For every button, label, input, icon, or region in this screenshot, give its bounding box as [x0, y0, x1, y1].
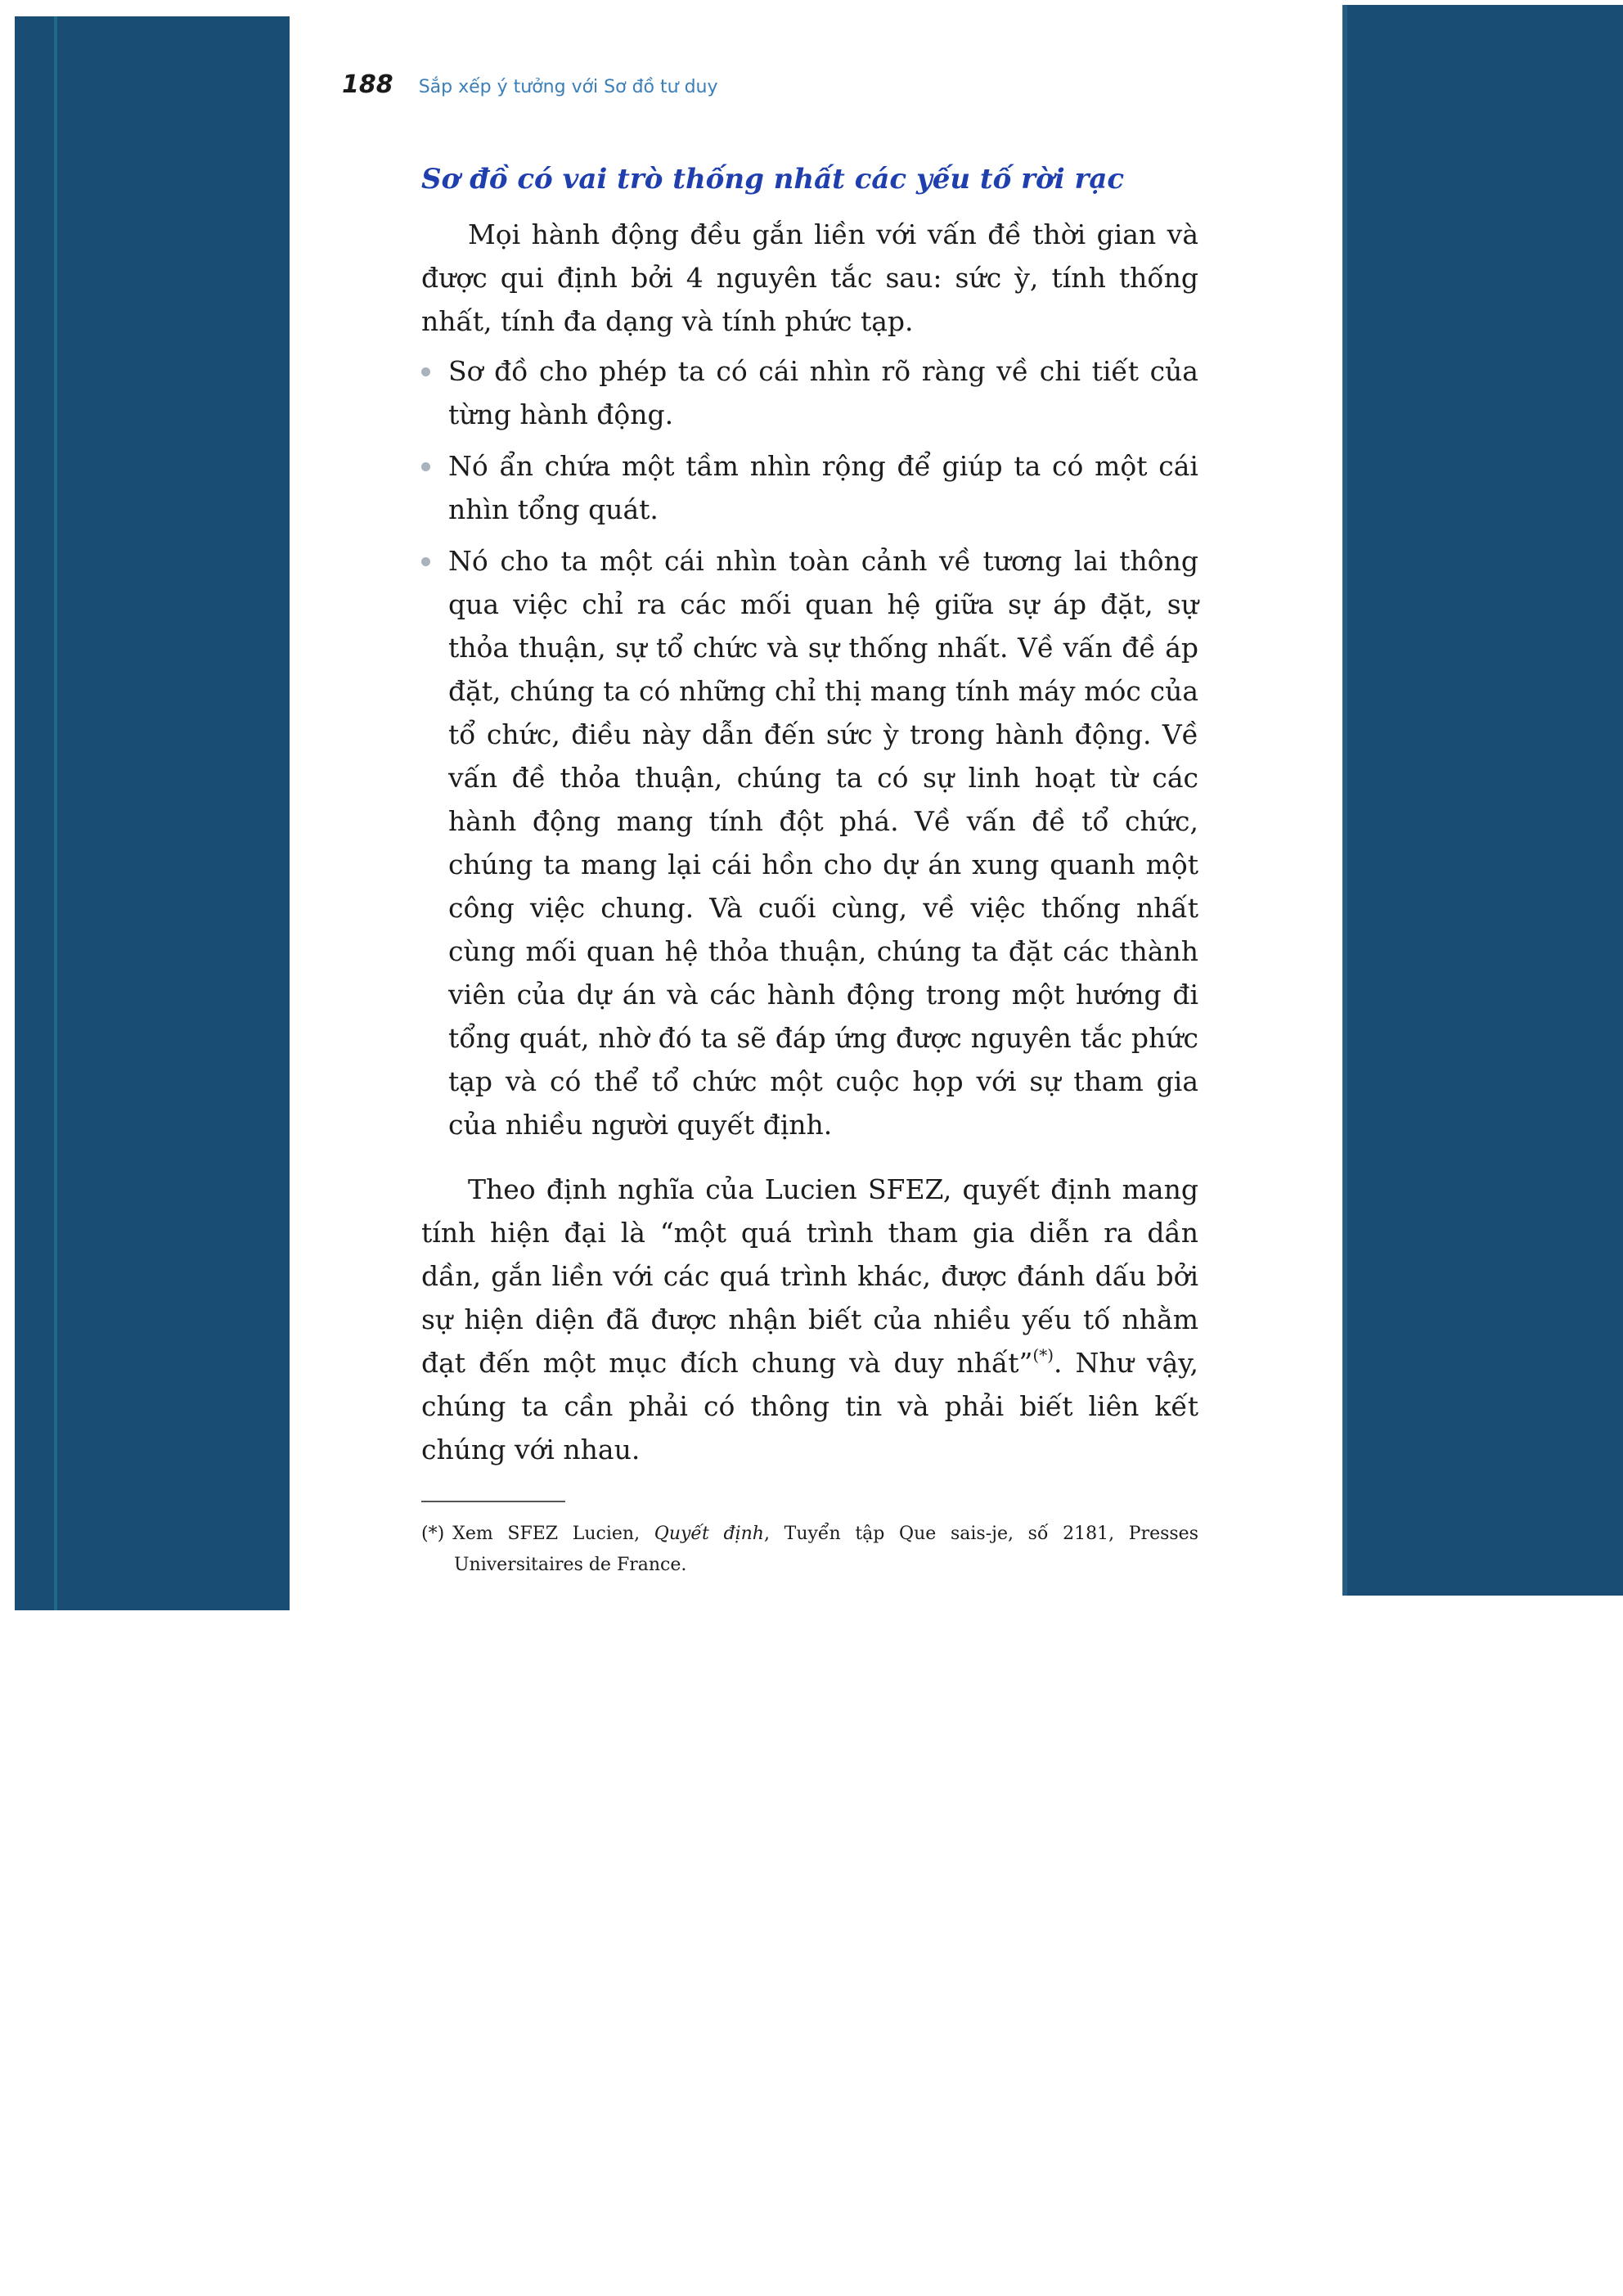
- intro-paragraph: Mọi hành động đều gắn liền với vấn đề thời gian và được qui định bởi 4 nguyên tắc sau: sức ỳ, tính thống nhất, tính đa dạng và tính phức tạp.: [421, 218, 1198, 337]
- right-scan-band: [1342, 5, 1623, 1596]
- bullet-item: [421, 539, 1198, 1146]
- running-title: Sắp xếp ý tưởng với Sơ đồ tư duy: [418, 77, 718, 97]
- footnote-text: Xem SFEZ Lucien,: [452, 1523, 654, 1544]
- definition-paragraph: [421, 1168, 1198, 1471]
- bullet-text: Nó cho ta một cái nhìn toàn cảnh về tương lai thông qua việc chỉ ra các mối quan hệ giữa sự áp đặt, sự thỏa thuận, sự tổ chức và sự thống nhất. Về vấn đề áp đặt, chúng ta có những chỉ thị mang tính máy móc của tổ chức, điều này dẫn đến sức ỳ trong hành động. Về vấn đề thỏa thuận, chúng ta có sự linh hoạt từ các hành động mang tính đột phá. Về vấn đề tổ chức, chúng ta mang lại cái hồn cho dự án xung quanh một công việc chung. Và cuối cùng, về việc thống nhất cùng mối quan hệ thỏa thuận, chúng ta đặt các thành viên của dự án và các hành động trong một hướng đi tổng quát, nhờ đó ta sẽ đáp ứng được nguyên tắc phức tạp và có thể tổ chức một cuộc họp với sự tham gia của nhiều người quyết định.: [448, 544, 1198, 1141]
- bullet-dot-icon: [421, 462, 430, 471]
- bullet-text: Sơ đồ cho phép ta có cái nhìn rõ ràng về chi tiết của từng hành động.: [448, 354, 1198, 430]
- footnote-marker: (*): [421, 1523, 445, 1544]
- page-number: 188: [342, 70, 393, 99]
- definition-text: Theo định nghĩa của Lucien SFEZ, quyết định mang tính hiện đại là “một quá trình tham gia diễn ra dần dần, gắn liền với các quá trình khác, được đánh dấu bởi sự hiện diện đã được nhận biết của nhiều yếu tố nhằm đạt đến một mục đích chung và duy nhất”: [421, 1173, 1198, 1379]
- footnote: [421, 1519, 1198, 1581]
- definition-text-end: . Như vậy, chúng ta cần phải có thông tin và phải biết liên kết chúng với nhau.: [421, 1346, 1198, 1465]
- bullet-dot-icon: [421, 367, 430, 376]
- left-scan-strip: [54, 16, 57, 1610]
- footnote-reference[interactable]: (*): [1032, 1344, 1054, 1365]
- bullet-item: [421, 444, 1198, 531]
- section-heading: Sơ đồ có vai trò thống nhất các yếu tố rời rạc: [421, 163, 1125, 196]
- bullet-list: [421, 349, 1198, 1146]
- bullet-text: Nó ẩn chứa một tầm nhìn rộng để giúp ta có một cái nhìn tổng quát.: [448, 449, 1198, 525]
- footnote-divider: [421, 1501, 565, 1502]
- page-content: [421, 160, 1198, 1581]
- bullet-item: [421, 349, 1198, 436]
- right-scan-edge: [1342, 5, 1347, 1596]
- footnote-book-title: Quyết định: [654, 1523, 764, 1544]
- page-header: [342, 70, 718, 99]
- footnote-text-end: , Tuyển tập Que sais-je, số 2181, Presses Universitaires de France.: [454, 1523, 1198, 1575]
- bullet-dot-icon: [421, 557, 430, 566]
